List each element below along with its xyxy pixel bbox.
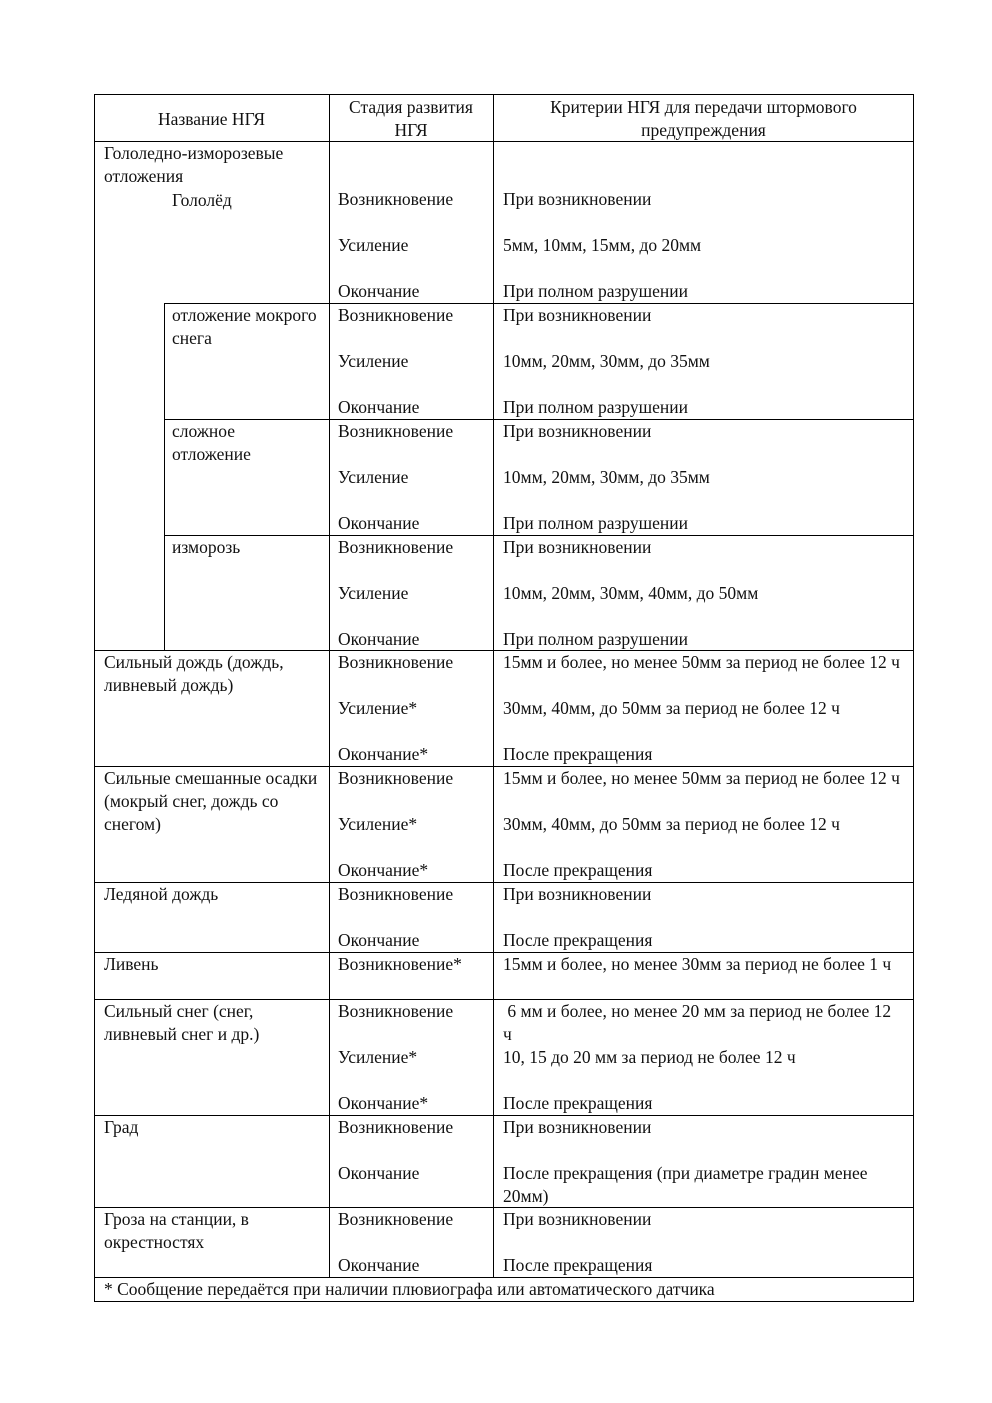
table-footnote: * Сообщение передаётся при наличии плювиографа или автоматического датчика bbox=[104, 1279, 715, 1299]
stage-cell: Усиление bbox=[338, 467, 409, 487]
stage-cell: Окончание bbox=[338, 1255, 420, 1275]
criteria-cell: При полном разрушении bbox=[503, 513, 689, 533]
row-name: Гололёд bbox=[172, 190, 232, 210]
subgroup-divider bbox=[164, 303, 165, 650]
stage-cell: Окончание bbox=[338, 397, 420, 417]
stage-cell: Окончание bbox=[338, 629, 420, 649]
criteria-cell: При возникновении bbox=[503, 537, 652, 557]
criteria-cell: После прекращения bbox=[503, 930, 653, 950]
header-criteria: Критерии НГЯ для передачи штормового предупреждения bbox=[550, 97, 857, 140]
column-divider bbox=[329, 94, 330, 1277]
row-name: Сильные смешанные осадки (мокрый снег, дождь со снегом) bbox=[104, 768, 318, 834]
stage-cell: Окончание* bbox=[338, 860, 429, 880]
criteria-cell: После прекращения (при диаметре градин менее 20мм) bbox=[503, 1163, 868, 1206]
stage-cell: Возникновение bbox=[338, 1209, 454, 1229]
criteria-cell: При полном разрушении bbox=[503, 397, 689, 417]
stage-cell: Усиление* bbox=[338, 1047, 418, 1067]
stage-cell: Возникновение bbox=[338, 421, 454, 441]
header-name: Название НГЯ bbox=[157, 109, 266, 129]
criteria-cell: 5мм, 10мм, 15мм, до 20мм bbox=[503, 235, 702, 255]
criteria-cell: 6 мм и более, но менее 20 мм за период не более 12 ч bbox=[503, 1001, 896, 1044]
criteria-cell: 10мм, 20мм, 30мм, до 35мм bbox=[503, 467, 710, 487]
criteria-cell: При возникновении bbox=[503, 884, 652, 904]
group-ice-title: Гололедно-изморозевые отложения bbox=[104, 143, 284, 186]
row-name: Град bbox=[104, 1117, 139, 1137]
header-stage: Стадия развития НГЯ bbox=[349, 97, 473, 140]
stage-cell: Возникновение* bbox=[338, 954, 462, 974]
criteria-cell: 15мм и более, но менее 50мм за период не более 12 ч bbox=[503, 768, 900, 788]
stage-cell: Усиление* bbox=[338, 814, 418, 834]
row-name: Ледяной дождь bbox=[104, 884, 219, 904]
stage-cell: Возникновение bbox=[338, 537, 454, 557]
criteria-cell: При возникновении bbox=[503, 1117, 652, 1137]
stage-cell: Окончание bbox=[338, 513, 420, 533]
criteria-cell: После прекращения bbox=[503, 860, 653, 880]
stage-cell: Возникновение bbox=[338, 189, 454, 209]
stage-cell: Возникновение bbox=[338, 1001, 454, 1021]
stage-cell: Возникновение bbox=[338, 305, 454, 325]
criteria-cell: При возникновении bbox=[503, 421, 652, 441]
criteria-cell: 10мм, 20мм, 30мм, до 35мм bbox=[503, 351, 710, 371]
row-name: Ливень bbox=[104, 954, 159, 974]
criteria-cell: 10мм, 20мм, 30мм, 40мм, до 50мм bbox=[503, 583, 759, 603]
stage-cell: Возникновение bbox=[338, 768, 454, 788]
row-name: сложное отложение bbox=[172, 421, 251, 464]
criteria-cell: 30мм, 40мм, до 50мм за период не более 12 ч bbox=[503, 814, 840, 834]
stage-cell: Окончание bbox=[338, 1163, 420, 1183]
criteria-cell: 15мм и более, но менее 30мм за период не более 1 ч bbox=[503, 954, 892, 974]
stage-cell: Окончание bbox=[338, 281, 420, 301]
criteria-cell: При возникновении bbox=[503, 305, 652, 325]
criteria-cell: 15мм и более, но менее 50мм за период не более 12 ч bbox=[503, 652, 900, 672]
column-divider bbox=[493, 94, 494, 1277]
stage-cell: Окончание bbox=[338, 930, 420, 950]
criteria-cell: После прекращения bbox=[503, 1255, 653, 1275]
criteria-cell: При возникновении bbox=[503, 189, 652, 209]
stage-cell: Окончание* bbox=[338, 1093, 429, 1113]
stage-cell: Возникновение bbox=[338, 652, 454, 672]
stage-cell: Окончание* bbox=[338, 744, 429, 764]
criteria-cell: 10, 15 до 20 мм за период не более 12 ч bbox=[503, 1047, 796, 1067]
row-name: Сильный снег (снег, ливневый снег и др.) bbox=[104, 1001, 260, 1044]
criteria-cell: После прекращения bbox=[503, 1093, 653, 1113]
row-name: отложение мокрого снега bbox=[172, 305, 317, 348]
criteria-cell: При полном разрушении bbox=[503, 281, 689, 301]
stage-cell: Усиление* bbox=[338, 698, 418, 718]
row-name: изморозь bbox=[172, 537, 241, 557]
criteria-cell: 30мм, 40мм, до 50мм за период не более 12 ч bbox=[503, 698, 840, 718]
row-name: Сильный дождь (дождь, ливневый дождь) bbox=[104, 652, 284, 695]
criteria-cell: При возникновении bbox=[503, 1209, 652, 1229]
criteria-cell: При полном разрушении bbox=[503, 629, 689, 649]
criteria-cell: После прекращения bbox=[503, 744, 653, 764]
stage-cell: Возникновение bbox=[338, 884, 454, 904]
stage-cell: Усиление bbox=[338, 235, 409, 255]
stage-cell: Усиление bbox=[338, 351, 409, 371]
stage-cell: Возникновение bbox=[338, 1117, 454, 1137]
stage-cell: Усиление bbox=[338, 583, 409, 603]
row-name: Гроза на станции, в окрестностях bbox=[104, 1209, 249, 1252]
